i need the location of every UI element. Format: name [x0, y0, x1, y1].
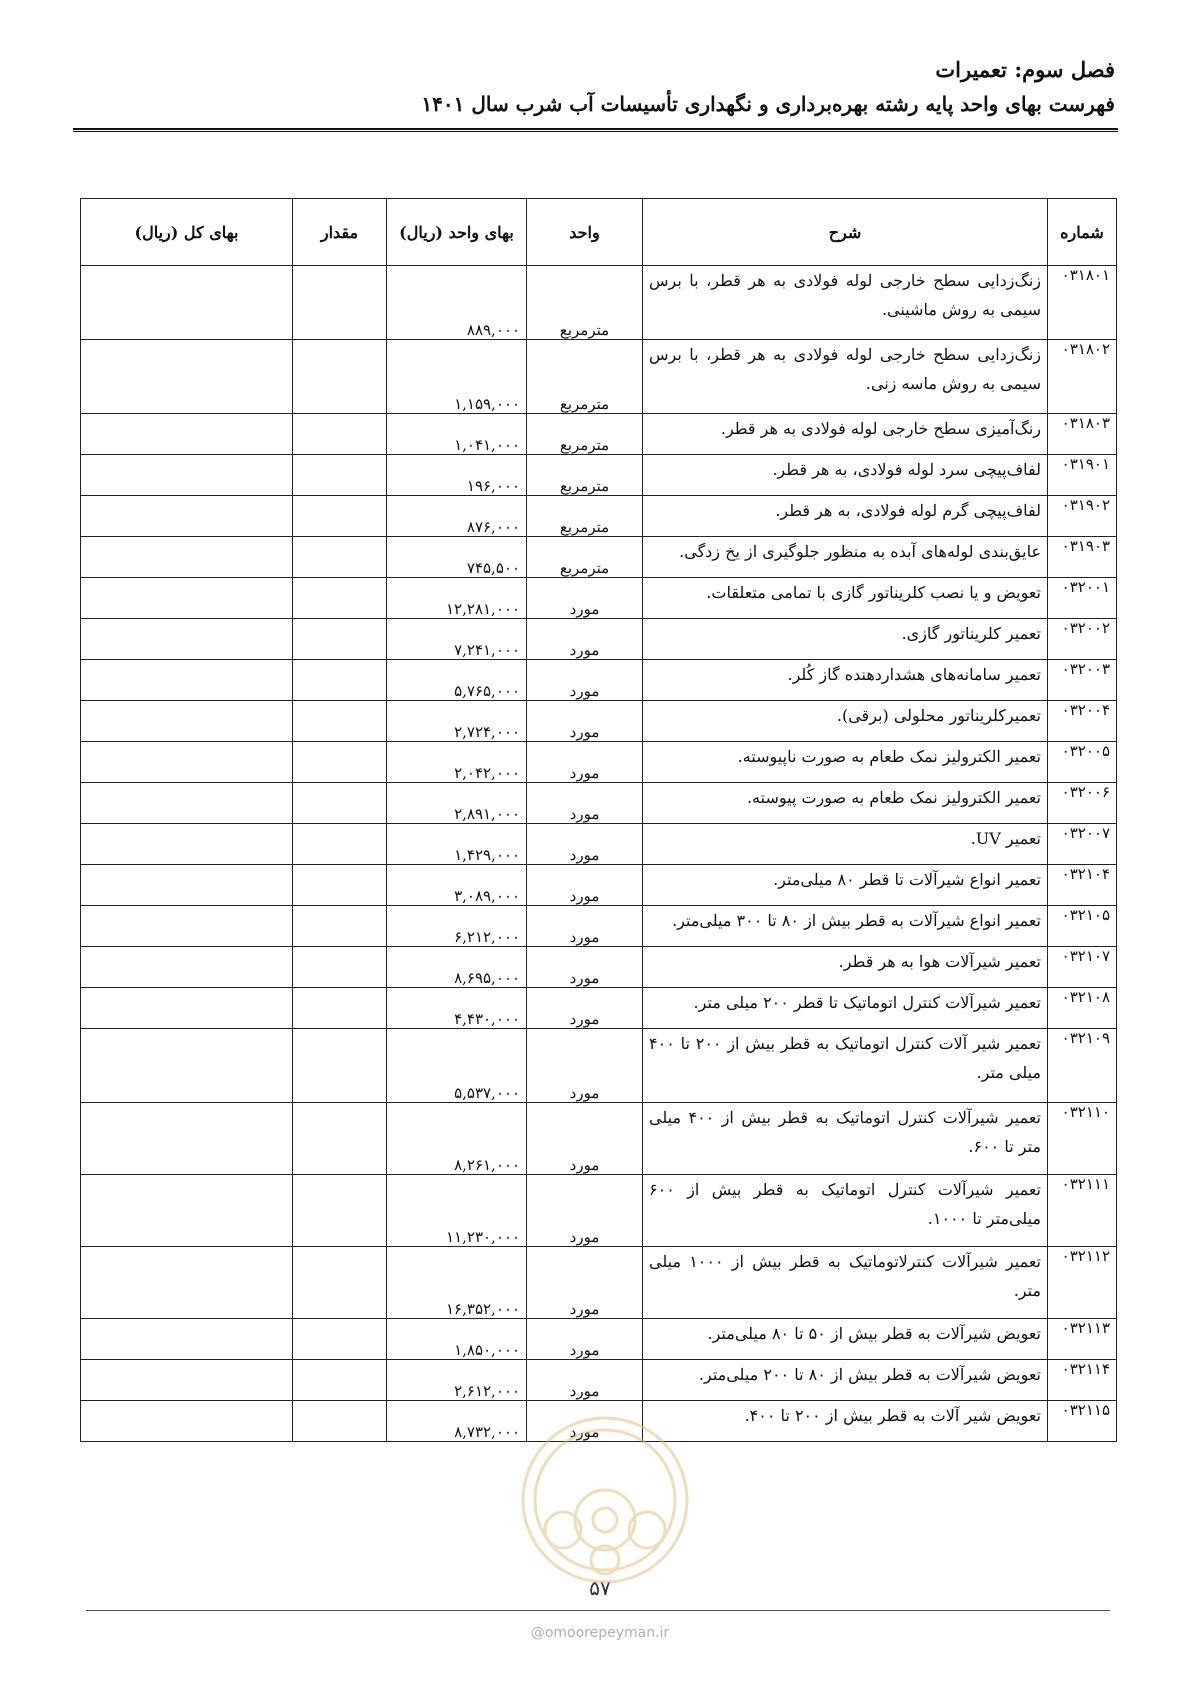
item-total-price	[81, 988, 293, 1029]
item-code: ۰۳۱۹۰۲	[1048, 496, 1117, 537]
item-description: تعویض شیرآلات به قطر بیش از ۸۰ تا ۲۰۰ میلی‌متر.	[643, 1360, 1048, 1401]
item-unit: مورد	[527, 865, 643, 906]
item-unit: مترمربع	[527, 496, 643, 537]
table-row	[81, 1103, 1117, 1175]
item-unit-price: ۵,۷۶۵,۰۰۰	[387, 660, 527, 701]
item-quantity	[293, 742, 387, 783]
item-unit: مترمربع	[527, 455, 643, 496]
item-unit: مترمربع	[527, 414, 643, 455]
item-unit: مورد	[527, 1247, 643, 1319]
item-code: ۰۳۲۱۱۴	[1048, 1360, 1117, 1401]
item-unit-price: ۸,۷۳۲,۰۰۰	[387, 1401, 527, 1442]
table-row	[81, 824, 1117, 865]
item-unit-price: ۵,۵۳۷,۰۰۰	[387, 1029, 527, 1103]
table-row	[81, 865, 1117, 906]
item-unit: مورد	[527, 578, 643, 619]
column-header-unit-price: بهای واحد (ریال)	[387, 199, 527, 266]
item-description: رنگ‌آمیزی سطح خارجی لوله فولادی به هر قطر.	[643, 414, 1048, 455]
item-code: ۰۳۲۱۱۲	[1048, 1247, 1117, 1319]
item-quantity	[293, 537, 387, 578]
table-row	[81, 1029, 1117, 1103]
table-row	[81, 701, 1117, 742]
item-total-price	[81, 947, 293, 988]
item-quantity	[293, 496, 387, 537]
item-quantity	[293, 947, 387, 988]
item-description: تعمیر شیرآلات کنترلاتوماتیک به قطر بیش از ۱۰۰۰ میلی متر.	[643, 1247, 1048, 1319]
item-code: ۰۳۲۰۰۴	[1048, 701, 1117, 742]
item-code: ۰۳۲۱۰۷	[1048, 947, 1117, 988]
item-code: ۰۳۲۰۰۳	[1048, 660, 1117, 701]
item-code: ۰۳۱۹۰۱	[1048, 455, 1117, 496]
table-row	[81, 578, 1117, 619]
table-row	[81, 414, 1117, 455]
item-unit-price: ۷,۲۴۱,۰۰۰	[387, 619, 527, 660]
item-unit: مورد	[527, 947, 643, 988]
item-description: لفاف‌پیچی گرم لوله فولادی، به هر قطر.	[643, 496, 1048, 537]
item-code: ۰۳۱۸۰۲	[1048, 340, 1117, 414]
item-quantity	[293, 1103, 387, 1175]
site-watermark-text: @omoorepeyman.ir	[530, 1625, 670, 1641]
table-row	[81, 947, 1117, 988]
item-unit-price: ۱۲,۲۸۱,۰۰۰	[387, 578, 527, 619]
item-description: تعویض و یا نصب کلریناتور گازی با تمامی متعلقات.	[643, 578, 1048, 619]
item-total-price	[81, 496, 293, 537]
item-total-price	[81, 1103, 293, 1175]
table-row	[81, 1319, 1117, 1360]
item-description: تعمیر شیر آلات کنترل اتوماتیک به قطر بیش از ۲۰۰ تا ۴۰۰ میلی متر.	[643, 1029, 1048, 1103]
item-description: تعمیر سامانه‌های هشداردهنده گاز کُلر.	[643, 660, 1048, 701]
item-code: ۰۳۲۱۰۸	[1048, 988, 1117, 1029]
item-total-price	[81, 1401, 293, 1442]
table-row	[81, 496, 1117, 537]
table-row	[81, 1401, 1117, 1442]
table-row	[81, 783, 1117, 824]
column-header-unit: واحد	[527, 199, 643, 266]
item-unit-price: ۲,۰۴۲,۰۰۰	[387, 742, 527, 783]
item-unit: مترمربع	[527, 340, 643, 414]
item-total-price	[81, 1319, 293, 1360]
item-description: عایق‌بندی لوله‌های آبده به منظور جلوگیری از یخ زدگی.	[643, 537, 1048, 578]
item-code: ۰۳۲۰۰۱	[1048, 578, 1117, 619]
item-quantity	[293, 1401, 387, 1442]
item-unit: مورد	[527, 1319, 643, 1360]
item-quantity	[293, 340, 387, 414]
item-quantity	[293, 1247, 387, 1319]
item-description: تعویض شیر آلات به قطر بیش از ۲۰۰ تا ۴۰۰.	[643, 1401, 1048, 1442]
item-quantity	[293, 988, 387, 1029]
item-total-price	[81, 414, 293, 455]
item-total-price	[81, 906, 293, 947]
item-total-price	[81, 578, 293, 619]
item-total-price	[81, 742, 293, 783]
table-row	[81, 1247, 1117, 1319]
item-code: ۰۳۲۰۰۲	[1048, 619, 1117, 660]
item-description: تعمیر شیرآلات کنترل اتوماتیک تا قطر ۲۰۰ میلی متر.	[643, 988, 1048, 1029]
table-row	[81, 266, 1117, 340]
item-unit-price: ۱,۱۵۹,۰۰۰	[387, 340, 527, 414]
item-unit: مورد	[527, 619, 643, 660]
column-header-quantity: مقدار	[293, 199, 387, 266]
item-total-price	[81, 1029, 293, 1103]
item-unit-price: ۲,۷۲۴,۰۰۰	[387, 701, 527, 742]
item-unit: مورد	[527, 824, 643, 865]
item-unit-price: ۸۷۶,۰۰۰	[387, 496, 527, 537]
item-quantity	[293, 824, 387, 865]
item-total-price	[81, 1360, 293, 1401]
table-row	[81, 988, 1117, 1029]
item-unit: مورد	[527, 1175, 643, 1247]
table-header-row	[81, 199, 1117, 266]
item-quantity	[293, 783, 387, 824]
item-code: ۰۳۲۱۱۳	[1048, 1319, 1117, 1360]
item-quantity	[293, 578, 387, 619]
item-unit-price: ۸۸۹,۰۰۰	[387, 266, 527, 340]
item-total-price	[81, 340, 293, 414]
item-code: ۰۳۲۱۰۴	[1048, 865, 1117, 906]
table-row	[81, 1360, 1117, 1401]
table-row	[81, 660, 1117, 701]
column-header-code: شماره	[1048, 199, 1117, 266]
item-description: تعمیر شیرآلات هوا به هر قطر.	[643, 947, 1048, 988]
item-code: ۰۳۱۸۰۳	[1048, 414, 1117, 455]
table-row	[81, 742, 1117, 783]
item-total-price	[81, 537, 293, 578]
item-total-price	[81, 1175, 293, 1247]
price-list-table	[80, 198, 1117, 1442]
item-description: تعمیر شیرآلات کنترل اتوماتیک به قطر بیش از ۴۰۰ میلی متر تا ۶۰۰.	[643, 1103, 1048, 1175]
item-description: تعمیر انواع شیرآلات به قطر بیش از ۸۰ تا ۳۰۰ میلی‌متر.	[643, 906, 1048, 947]
item-code: ۰۳۲۰۰۷	[1048, 824, 1117, 865]
item-code: ۰۳۱۸۰۱	[1048, 266, 1117, 340]
item-code: ۰۳۲۰۰۶	[1048, 783, 1117, 824]
item-code: ۰۳۱۹۰۳	[1048, 537, 1117, 578]
item-total-price	[81, 783, 293, 824]
table-body	[81, 266, 1117, 1442]
item-description: تعمیر انواع شیرآلات تا قطر ۸۰ میلی‌متر.	[643, 865, 1048, 906]
header-divider	[73, 128, 1118, 132]
item-quantity	[293, 906, 387, 947]
table-row	[81, 340, 1117, 414]
item-description: تعمیر الکترولیز نمک طعام به صورت پیوسته.	[643, 783, 1048, 824]
item-code: ۰۳۲۱۱۱	[1048, 1175, 1117, 1247]
column-header-total-price: بهای کل (ریال)	[81, 199, 293, 266]
column-header-description: شرح	[643, 199, 1048, 266]
item-total-price	[81, 455, 293, 496]
table-row	[81, 1175, 1117, 1247]
item-unit-price: ۸,۶۹۵,۰۰۰	[387, 947, 527, 988]
item-quantity	[293, 865, 387, 906]
item-quantity	[293, 1175, 387, 1247]
item-unit-price: ۱۹۶,۰۰۰	[387, 455, 527, 496]
item-unit-price: ۸,۲۶۱,۰۰۰	[387, 1103, 527, 1175]
item-total-price	[81, 1247, 293, 1319]
footer-divider	[86, 1610, 1110, 1611]
item-code: ۰۳۲۰۰۵	[1048, 742, 1117, 783]
item-code: ۰۳۲۱۱۰	[1048, 1103, 1117, 1175]
item-unit: مورد	[527, 988, 643, 1029]
item-quantity	[293, 1360, 387, 1401]
item-total-price	[81, 660, 293, 701]
item-description: تعمیر کلریناتور گازی.	[643, 619, 1048, 660]
item-description: زنگ‌زدایی سطح خارجی لوله فولادی به هر قطر، با برس سیمی به روش ماسه زنی.	[643, 340, 1048, 414]
item-unit-price: ۶,۲۱۲,۰۰۰	[387, 906, 527, 947]
item-total-price	[81, 865, 293, 906]
item-unit: مورد	[527, 906, 643, 947]
item-unit: مورد	[527, 1029, 643, 1103]
item-quantity	[293, 660, 387, 701]
item-unit-price: ۷۴۵,۵۰۰	[387, 537, 527, 578]
item-quantity	[293, 1319, 387, 1360]
item-unit-price: ۱۱,۲۳۰,۰۰۰	[387, 1175, 527, 1247]
item-description: لفاف‌پیچی سرد لوله فولادی، به هر قطر.	[643, 455, 1048, 496]
table-row	[81, 455, 1117, 496]
item-description: تعمیر UV.	[643, 824, 1048, 865]
item-unit-price: ۱۶,۳۵۲,۰۰۰	[387, 1247, 527, 1319]
item-quantity	[293, 266, 387, 340]
item-code: ۰۳۲۱۱۵	[1048, 1401, 1117, 1442]
item-quantity	[293, 455, 387, 496]
item-description: تعمیر شیرآلات کنترل اتوماتیک به قطر بیش از ۶۰۰ میلی‌متر تا ۱۰۰۰.	[643, 1175, 1048, 1247]
item-total-price	[81, 701, 293, 742]
item-quantity	[293, 619, 387, 660]
item-total-price	[81, 824, 293, 865]
item-unit: مورد	[527, 1103, 643, 1175]
item-quantity	[293, 701, 387, 742]
page-number: ۵۷	[589, 1576, 611, 1600]
table-row	[81, 619, 1117, 660]
item-unit-price: ۲,۶۱۲,۰۰۰	[387, 1360, 527, 1401]
item-code: ۰۳۲۱۰۵	[1048, 906, 1117, 947]
item-unit-price: ۲,۸۹۱,۰۰۰	[387, 783, 527, 824]
item-unit: مترمربع	[527, 266, 643, 340]
chapter-title: فصل سوم: تعمیرات	[935, 57, 1115, 82]
table-row	[81, 537, 1117, 578]
item-quantity	[293, 1029, 387, 1103]
item-unit-price: ۱,۸۵۰,۰۰۰	[387, 1319, 527, 1360]
item-description: تعویض شیرآلات به قطر بیش از ۵۰ تا ۸۰ میلی‌متر.	[643, 1319, 1048, 1360]
item-unit: مورد	[527, 701, 643, 742]
item-unit: مورد	[527, 660, 643, 701]
item-unit-price: ۱,۰۴۱,۰۰۰	[387, 414, 527, 455]
item-unit: مورد	[527, 1401, 643, 1442]
item-unit: مترمربع	[527, 537, 643, 578]
item-description: تعمیر الکترولیز نمک طعام به صورت ناپیوسته.	[643, 742, 1048, 783]
document-subtitle: فهرست بهای واحد پایه رشته بهره‌برداری و نگهداری تأسیسات آب شرب سال ۱۴۰۱	[421, 92, 1115, 116]
item-unit: مورد	[527, 783, 643, 824]
item-unit-price: ۴,۴۳۰,۰۰۰	[387, 988, 527, 1029]
item-code: ۰۳۲۱۰۹	[1048, 1029, 1117, 1103]
table-row	[81, 906, 1117, 947]
item-total-price	[81, 266, 293, 340]
item-unit: مورد	[527, 742, 643, 783]
item-total-price	[81, 619, 293, 660]
item-description: تعمیرکلریناتور محلولی (برقی).	[643, 701, 1048, 742]
item-quantity	[293, 414, 387, 455]
item-description: زنگ‌زدایی سطح خارجی لوله فولادی به هر قطر، با برس سیمی به روش ماشینی.	[643, 266, 1048, 340]
item-unit-price: ۳,۰۸۹,۰۰۰	[387, 865, 527, 906]
page-header	[75, 56, 1115, 118]
item-unit-price: ۱,۴۲۹,۰۰۰	[387, 824, 527, 865]
item-unit: مورد	[527, 1360, 643, 1401]
